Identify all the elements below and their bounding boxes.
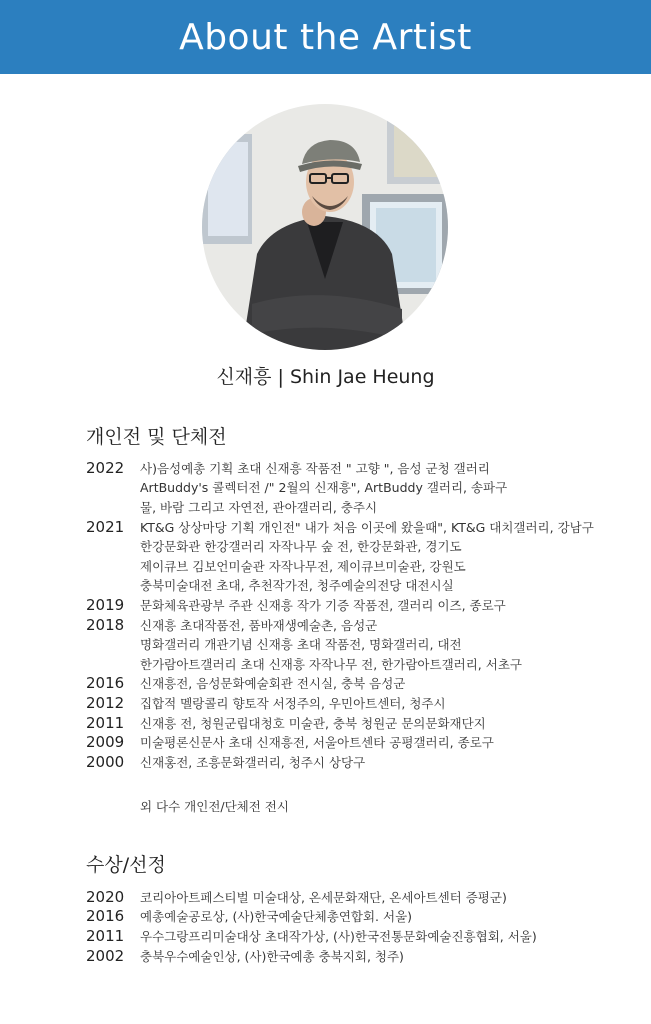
awards-section-title: 수상/선정 xyxy=(86,854,166,876)
list-item xyxy=(86,907,626,927)
page-header xyxy=(0,0,651,74)
exhibition-text: KT&G 상상마당 기획 개인전" 내가 처음 이곳에 왔을때", KT&G 대치갤러리, 강남구 xyxy=(140,519,594,535)
list-item xyxy=(86,556,626,576)
year-label: 2016 xyxy=(86,907,125,926)
exhibition-text: 신재흥 초대작품전, 품바재생예술촌, 음성군 xyxy=(140,617,378,633)
list-item xyxy=(86,693,626,713)
year-label: 2011 xyxy=(86,713,125,732)
artist-name: 신재흥 | Shin Jae Heung xyxy=(216,366,435,388)
list-item xyxy=(86,887,626,907)
exhibition-text: 신재홍전, 조흥문화갤러리, 청주시 상당구 xyxy=(140,754,366,770)
exhibition-text: 물, 바람 그리고 자연전, 관아갤러리, 충주시 xyxy=(140,499,378,515)
exhibition-text: 한강문화관 한강갤러리 자작나무 숲 전, 한강문화관, 경기도 xyxy=(140,539,462,555)
exhibition-text: 문화체육관광부 주관 신재흥 작가 기증 작품전, 갤러리 이즈, 종로구 xyxy=(140,597,506,613)
exhibition-text: 집합적 멜랑콜리 향토작 서정주의, 우민아트센터, 청주시 xyxy=(140,695,446,711)
year-label: 2002 xyxy=(86,946,125,965)
exhibition-text: 신재흥 전, 청원군립대청호 미술관, 충북 청원군 문의문화재단지 xyxy=(140,715,486,731)
list-item xyxy=(86,674,626,694)
exhibition-text: 제이큐브 김보언미술관 자작나무전, 제이큐브미술관, 강원도 xyxy=(140,558,466,574)
exhibition-text: 한가람아트갤러리 초대 신재흥 자작나무 전, 한가람아트갤러리, 서초구 xyxy=(140,656,522,672)
list-item xyxy=(86,946,626,966)
exhibition-text: 미술평론신문사 초대 신재흥전, 서울아트센타 공평갤러리, 종로구 xyxy=(140,735,494,751)
list-item xyxy=(86,752,626,772)
year-label: 2016 xyxy=(86,674,125,693)
award-text: 우수그랑프리미술대상 초대작가상, (사)한국전통문화예술진흥협회, 서울) xyxy=(140,928,537,944)
list-item xyxy=(86,576,626,596)
exhibitions-list xyxy=(86,458,626,772)
page-title: About the Artist xyxy=(179,16,472,58)
exhibitions-note: 외 다수 개인전/단체전 전시 xyxy=(140,799,289,814)
award-text: 코리아아트페스티벌 미술대상, 온세문화재단, 온세아트센터 증평군) xyxy=(140,889,507,905)
year-label: 2022 xyxy=(86,458,125,477)
list-item xyxy=(86,595,626,615)
year-label: 2018 xyxy=(86,615,125,634)
exhibitions-section-title: 개인전 및 단체전 xyxy=(86,426,227,448)
year-label: 2009 xyxy=(86,733,125,752)
year-label: 2019 xyxy=(86,595,125,614)
list-item xyxy=(86,536,626,556)
exhibition-text: 충북미술대전 초대, 추천작가전, 청주예술의전당 대전시실 xyxy=(140,578,454,594)
exhibition-text: 사)음성예총 기획 초대 신재흥 작품전 " 고향 ", 음성 군청 갤러리 xyxy=(140,460,490,476)
list-item xyxy=(86,732,626,752)
list-item xyxy=(86,634,626,654)
exhibition-text: 신재흥전, 음성문화예술회관 전시실, 충북 음성군 xyxy=(140,676,406,692)
exhibition-text: 명화갤러리 개관기념 신재흥 초대 작품전, 명화갤러리, 대전 xyxy=(140,637,462,653)
year-label: 2011 xyxy=(86,926,125,945)
award-text: 예총예술공로상, (사)한국예술단체총연합회. 서울) xyxy=(140,909,413,925)
list-item xyxy=(86,458,626,478)
list-item xyxy=(86,713,626,733)
exhibition-text: ArtBuddy's 콜렉터전 /" 2월의 신재흥", ArtBuddy 갤러리, 송파구 xyxy=(140,480,508,496)
list-item xyxy=(86,654,626,674)
year-label: 2012 xyxy=(86,693,125,712)
list-item xyxy=(86,478,626,498)
artist-portrait-photo xyxy=(202,104,448,350)
year-label: 2000 xyxy=(86,752,125,771)
year-label: 2021 xyxy=(86,517,125,536)
list-item xyxy=(86,517,626,537)
list-item xyxy=(86,497,626,517)
award-text: 충북우수예술인상, (사)한국예총 충북지회, 청주) xyxy=(140,948,404,964)
list-item xyxy=(86,615,626,635)
awards-list xyxy=(86,887,626,965)
year-label: 2020 xyxy=(86,887,125,906)
list-item xyxy=(86,926,626,946)
